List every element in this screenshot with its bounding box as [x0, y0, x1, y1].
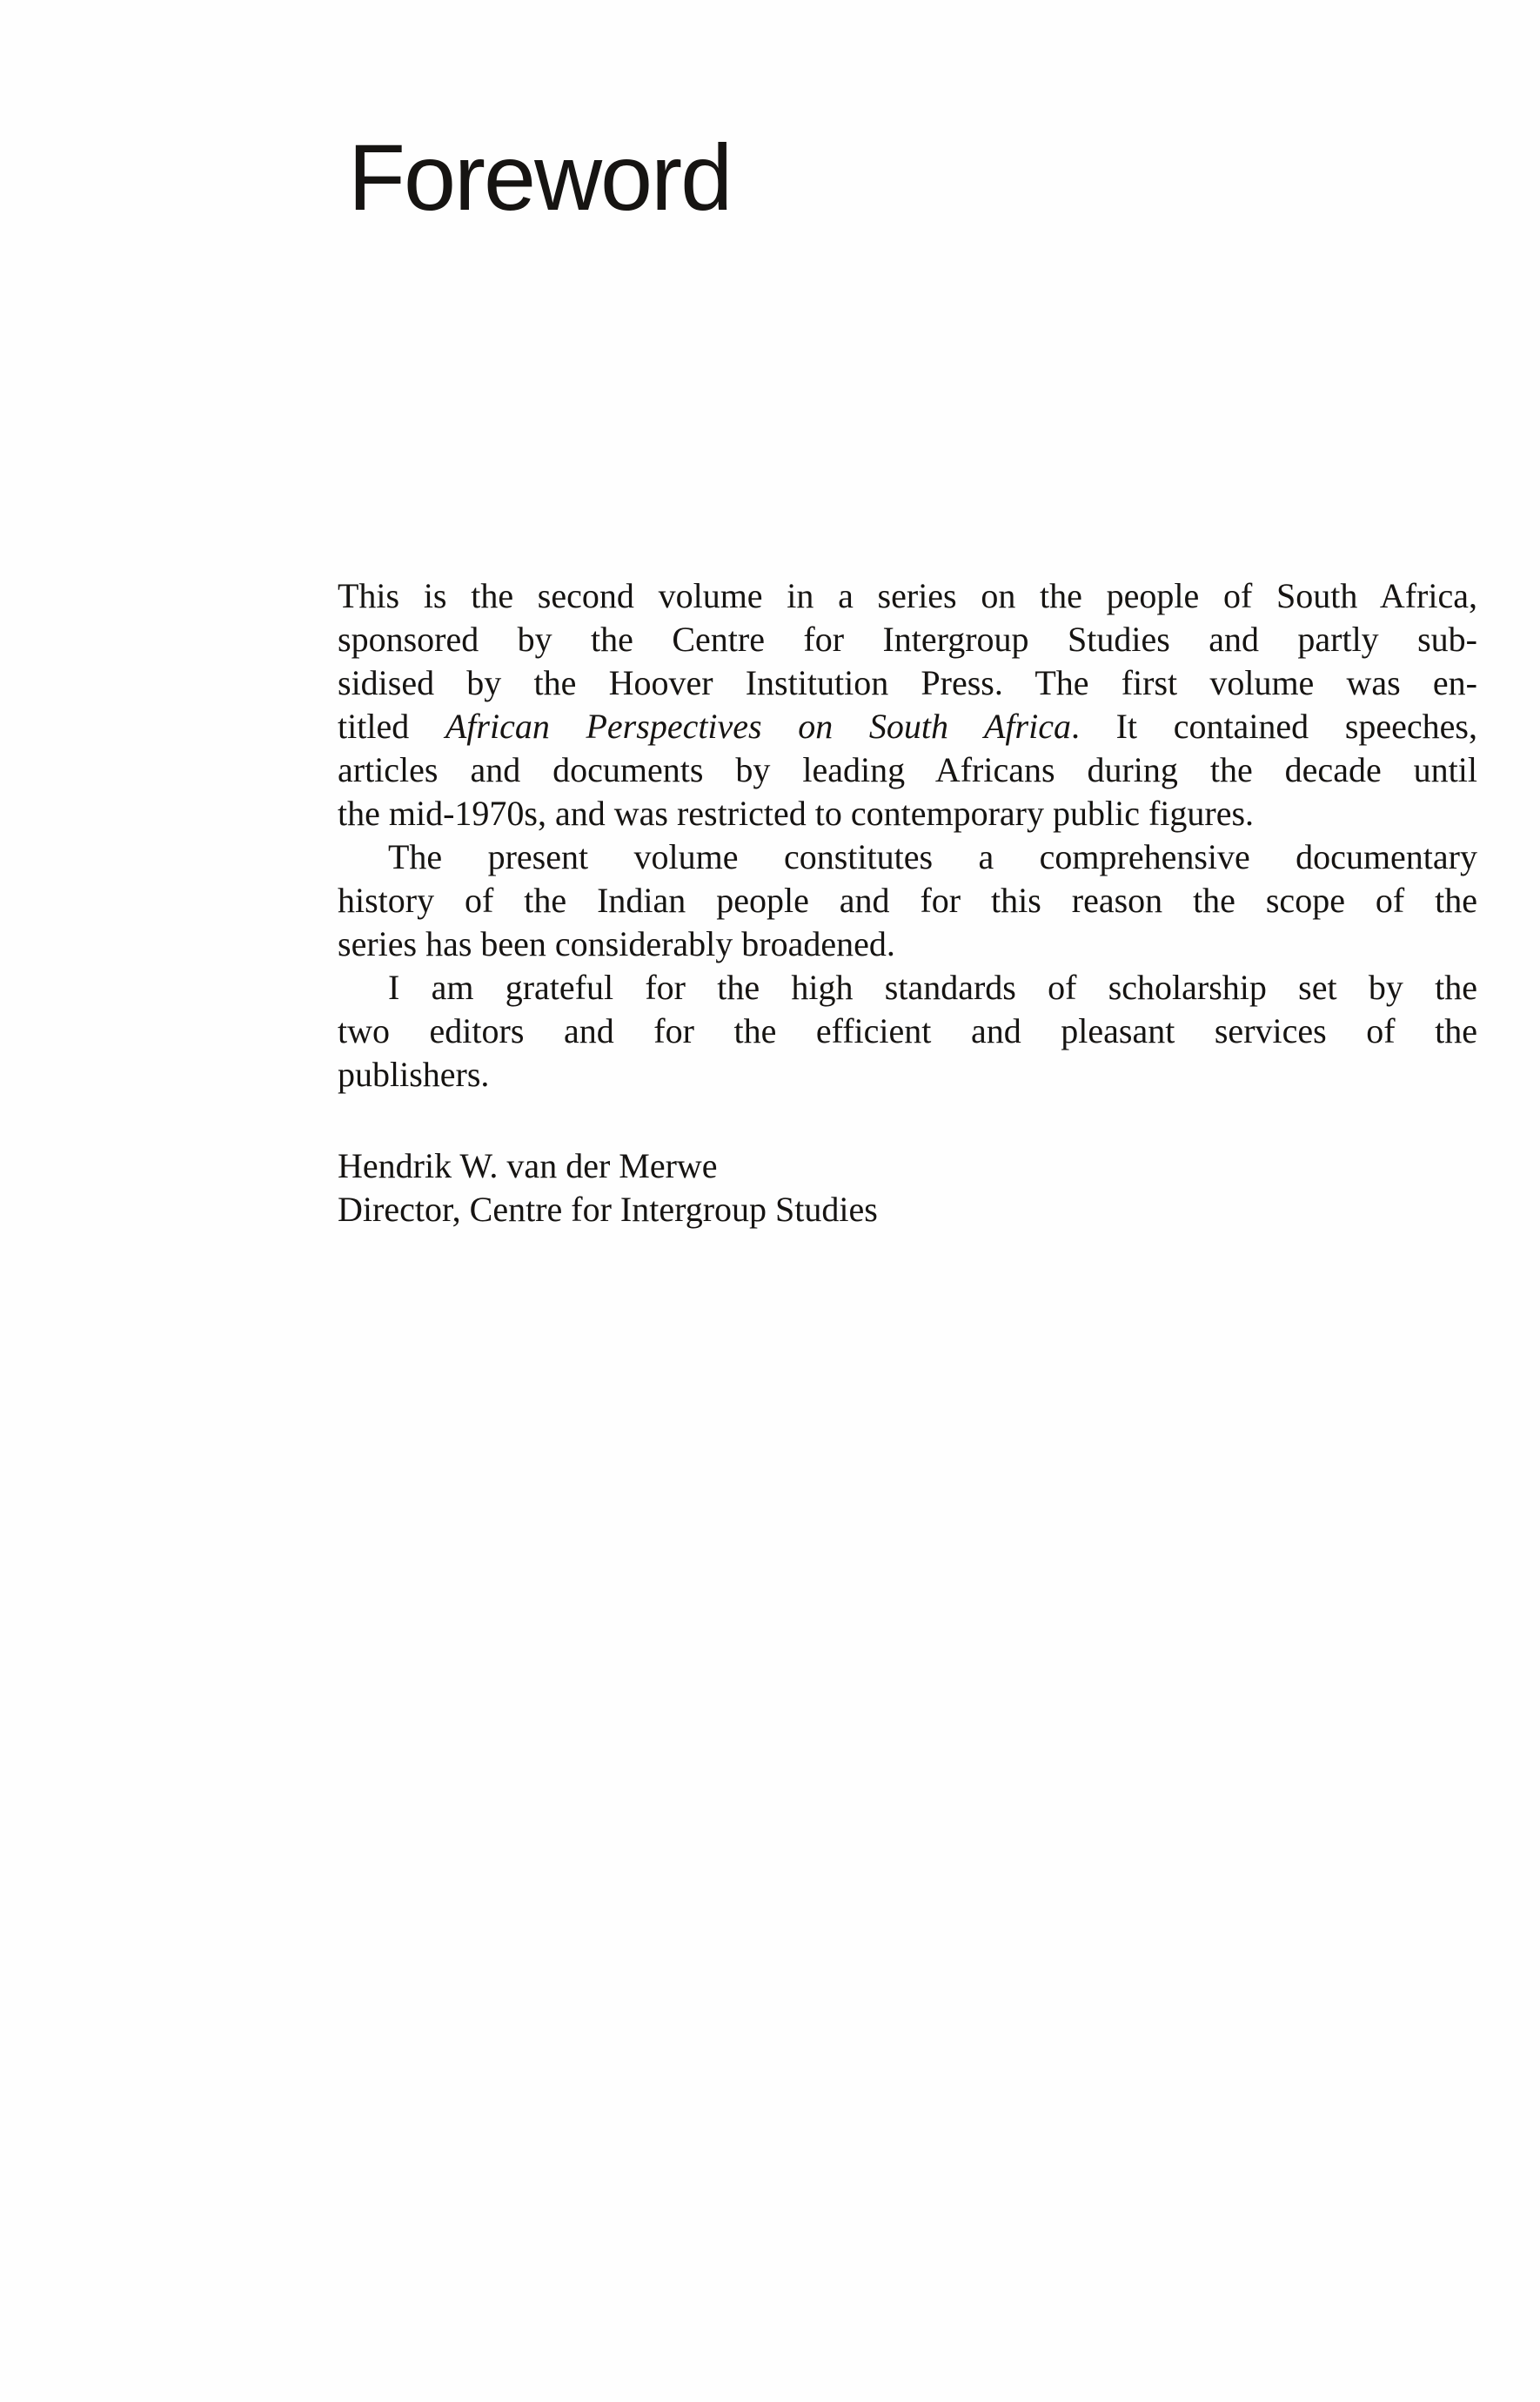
text-line: the mid-1970s, and was restricted to contemporary public figures.: [338, 794, 1255, 833]
text-line: articles and documents by leading Africans during the decade until: [338, 750, 1477, 789]
text-line: The present volume constitutes a comprehensive documentary: [388, 837, 1477, 876]
text-line: two editors and for the efficient and pleasant services of the: [338, 1011, 1477, 1050]
text-line: publishers.: [338, 1055, 490, 1094]
text-line: [338, 705, 1477, 748]
page-title: Foreword: [348, 124, 732, 230]
book-title: African Perspectives on South Africa: [445, 707, 1071, 746]
foreword-body: [338, 574, 1477, 1097]
text-line: sidised by the Hoover Institution Press. The first volume was en-: [338, 663, 1477, 702]
paragraph-1: [338, 574, 1477, 835]
paragraph-2: [338, 835, 1477, 966]
signatory-role: Director, Centre for Intergroup Studies: [338, 1190, 878, 1229]
text-line: sponsored by the Centre for Intergroup Studies and partly sub-: [338, 620, 1477, 659]
text-line: This is the second volume in a series on the people of South Africa,: [338, 576, 1477, 615]
text-line: series has been considerably broadened.: [338, 924, 895, 963]
text-run: titled: [338, 707, 445, 746]
paragraph-3: [338, 966, 1477, 1097]
text-line: I am grateful for the high standards of scholarship set by the: [388, 968, 1477, 1007]
text-line: history of the Indian people and for this reason the scope of the: [338, 881, 1477, 920]
text-run: . It contained speeches,: [1070, 707, 1477, 746]
signature-block: [338, 1144, 878, 1231]
signatory-name: Hendrik W. van der Merwe: [338, 1146, 718, 1185]
